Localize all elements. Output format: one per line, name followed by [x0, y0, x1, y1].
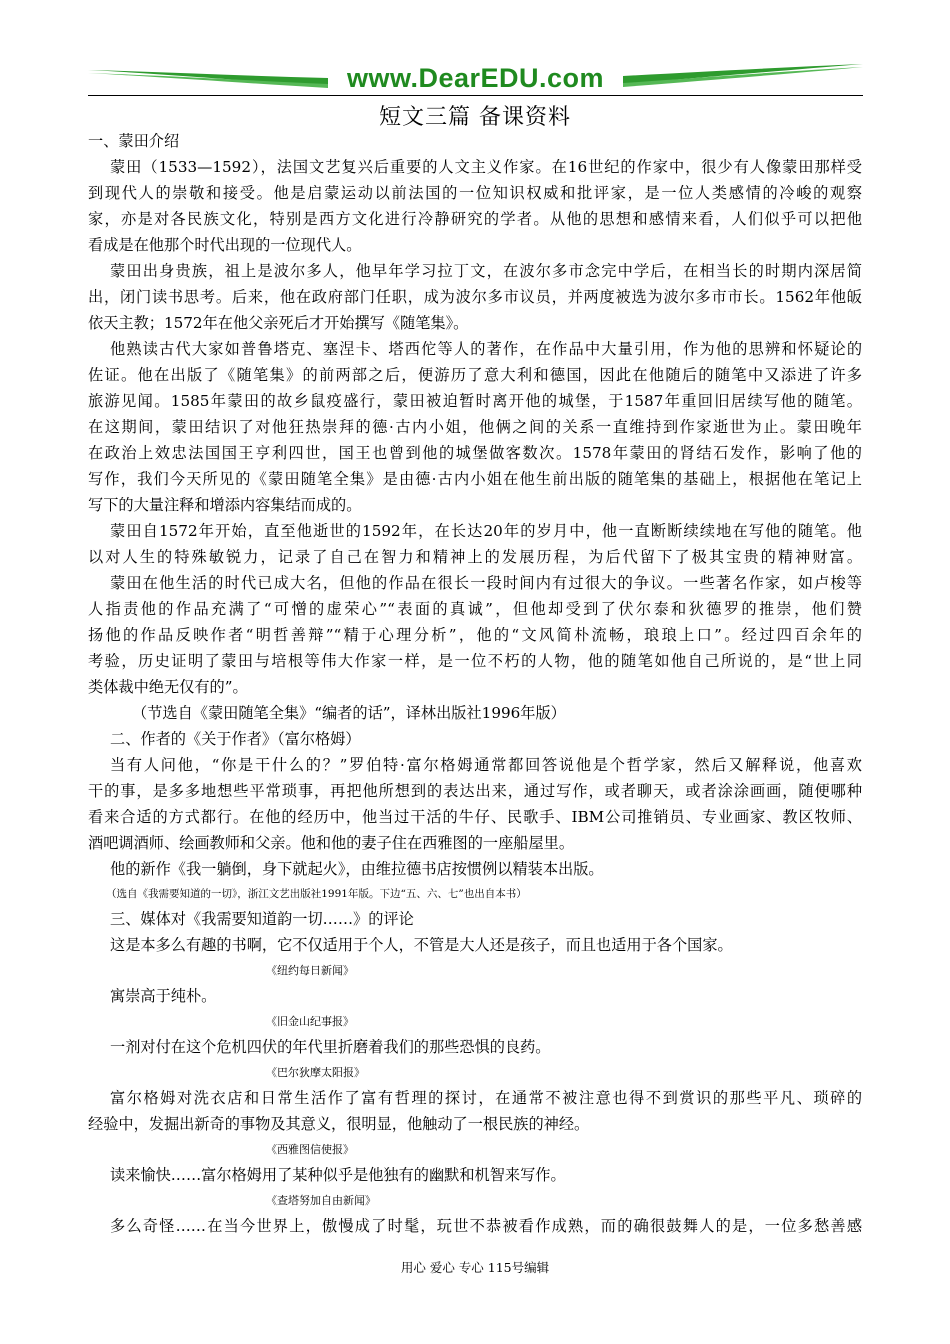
text-line: 他的新作《我一躺倒，身下就起火》，由维拉德书店按惯例以精装本出版。 [110, 860, 604, 878]
text-line: 在政治上效忠法国国王亨利四世，国王也曾到他的城堡做客数次。1578年蒙田的肾结石发作，影响了他的 [88, 444, 862, 462]
text-line: 经验中，发掘出新奇的事物及其意义，很明显，他触动了一根民族的神经。 [88, 1115, 590, 1133]
text-line: 三、媒体对《我需要知道韵一切……》的评论 [110, 910, 414, 928]
page-footer: 用心 爱心 专心 115号编辑 [400, 1260, 550, 1275]
text-line: 以对人生的特殊敏锐力，记录了自己在智力和精神上的发展历程，为后代留下了极其宝贵的精神财富。 [88, 548, 862, 566]
text-line: 出，闭门读书思考。后来，他在政府部门任职，成为波尔多市议员，并两度被选为波尔多市市长。1562年他皈 [88, 288, 862, 306]
text-line: 蒙田自1572年开始，直至他逝世的1592年，在长达20年的岁月中，他一直断断续续地在写他的随笔。他 [110, 522, 862, 540]
source-citation: 《西雅图信使报》 [266, 1143, 354, 1156]
text-line: 蒙田（1533—1592），法国文艺复兴后重要的人文主义作家。在16世纪的作家中，很少有人像蒙田那样受 [110, 158, 862, 176]
text-line: 到现代人的崇敬和接受。他是启蒙运动以前法国的一位知识权威和批评家，是一位人类感情的冷峻的观察 [88, 184, 862, 202]
text-line: 一、蒙田介绍 [88, 132, 180, 150]
source-citation: 《巴尔狄摩太阳报》 [266, 1066, 365, 1079]
page-title: 短文三篇 备课资料 [379, 105, 571, 130]
text-line: 类体裁中绝无仅有的”。 [88, 678, 248, 696]
source-citation: 《旧金山纪事报》 [266, 1015, 354, 1028]
text-line: 看来合适的方式都行。在他的经历中，他当过干活的牛仔、民歌手、IBM公司推销员、专业画家、教区牧师、 [88, 808, 862, 826]
text-line: 他熟读古代大家如普鲁塔克、塞涅卡、塔西佗等人的著作，在作品中大量引用，作为他的思辨和怀疑论的 [110, 340, 862, 358]
source-citation: 《查塔努加自由新闻》 [266, 1194, 376, 1207]
footnote-line: （选自《我需要知道的一切》，浙江文艺出版社1991年版。下边“五、六、七”也出自本书） [106, 888, 527, 900]
text-line: 富尔格姆对洗衣店和日常生活作了富有哲理的探讨，在通常不被注意也得不到赏识的那些平凡、琐碎的 [110, 1089, 862, 1107]
text-line: 家，亦是对各民族文化，特别是西方文化进行冷静研究的学者。从他的思想和感情来看，人们似乎可以把他 [88, 210, 862, 228]
text-line: 多么奇怪……在当今世界上，傲慢成了时髦，玩世不恭被看作成熟，而的确很鼓舞人的是，一位多愁善感 [110, 1217, 862, 1235]
text-line: 蒙田出身贵族，祖上是波尔多人，他早年学习拉丁文，在波尔多市念完中学后，在相当长的时期内深居简 [110, 262, 862, 280]
text-line: （节选自《蒙田随笔全集》“编者的话”，译林出版社1996年版） [132, 704, 566, 722]
text-line: 这是本多么有趣的书啊，它不仅适用于个人，不管是大人还是孩子，而且也适用于各个国家。 [110, 936, 733, 954]
text-line: 写作，我们今天所见的《蒙田随笔全集》是由德·古内小姐在他生前出版的随笔集的基础上，根据他在笔记上 [88, 470, 862, 488]
text-line: 佐证。他在出版了《随笔集》的前两部之后，便游历了意大利和德国，因此在他随后的随笔中又添进了许多 [88, 366, 862, 384]
text-line: 看成是在他那个时代出现的一位现代人。 [88, 236, 362, 254]
text-line: 二、作者的《关于作者》（富尔格姆） [110, 730, 361, 748]
text-line: 扬他的作品反映作者“明哲善辩”“精于心理分析”，他的“文风简朴流畅，琅琅上口”。经过四百余年的 [88, 626, 862, 644]
text-line: 读来愉快……富尔格姆用了某种似乎是他独有的幽默和机智来写作。 [110, 1166, 566, 1184]
text-line: 干的事，是多多地想些平常琐事，再把他所想到的表达出来，通过写作，或者聊天，或者涂涂画画，随便哪种 [88, 782, 862, 800]
text-line: 考验，历史证明了蒙田与培根等伟大作家一样，是一位不朽的人物，他的随笔如他自己所说的，是“世上同 [88, 652, 862, 670]
text-line: 当有人问他，“你是干什么的？”罗伯特·富尔格姆通常都回答说他是个哲学家，然后又解释说，他喜欢 [110, 756, 862, 774]
header-rule [88, 95, 863, 96]
text-line: 旅游见闻。1585年蒙田的故乡鼠疫盛行，蒙田被迫暂时离开他的城堡，于1587年重回旧居续写他的随笔。 [88, 392, 862, 410]
source-citation: 《纽约每日新闻》 [266, 964, 354, 977]
text-line: 蒙田在他生活的时代已成大名，但他的作品在很长一段时间内有过很大的争议。一些著名作家，如卢梭等 [110, 574, 862, 592]
text-line: 酒吧调酒师、绘画教师和父亲。他和他的妻子住在西雅图的一座船屋里。 [88, 834, 574, 852]
text-line: 一剂对付在这个危机四伏的年代里折磨着我们的那些恐惧的良药。 [110, 1038, 551, 1056]
text-line: 依天主教；1572年在他父亲死后才开始撰写《随笔集》。 [88, 314, 469, 332]
text-line: 寓崇高于纯朴。 [110, 987, 217, 1005]
document-body [88, 128, 862, 1239]
site-header-banner [88, 62, 863, 98]
site-logo-text: www.DearEDU.com [346, 63, 605, 93]
text-line: 在这期间，蒙田结识了对他狂热崇拜的德·古内小姐，他俩之间的关系一直维持到作家逝世为止。蒙田晚年 [88, 418, 862, 436]
text-line: 写下的大量注释和增添内容集结而成的。 [88, 496, 362, 514]
text-line: 人指责他的作品充满了“可憎的虚荣心”“表面的真诚”，但他却受到了伏尔泰和狄德罗的推崇，他们赞 [88, 600, 862, 618]
